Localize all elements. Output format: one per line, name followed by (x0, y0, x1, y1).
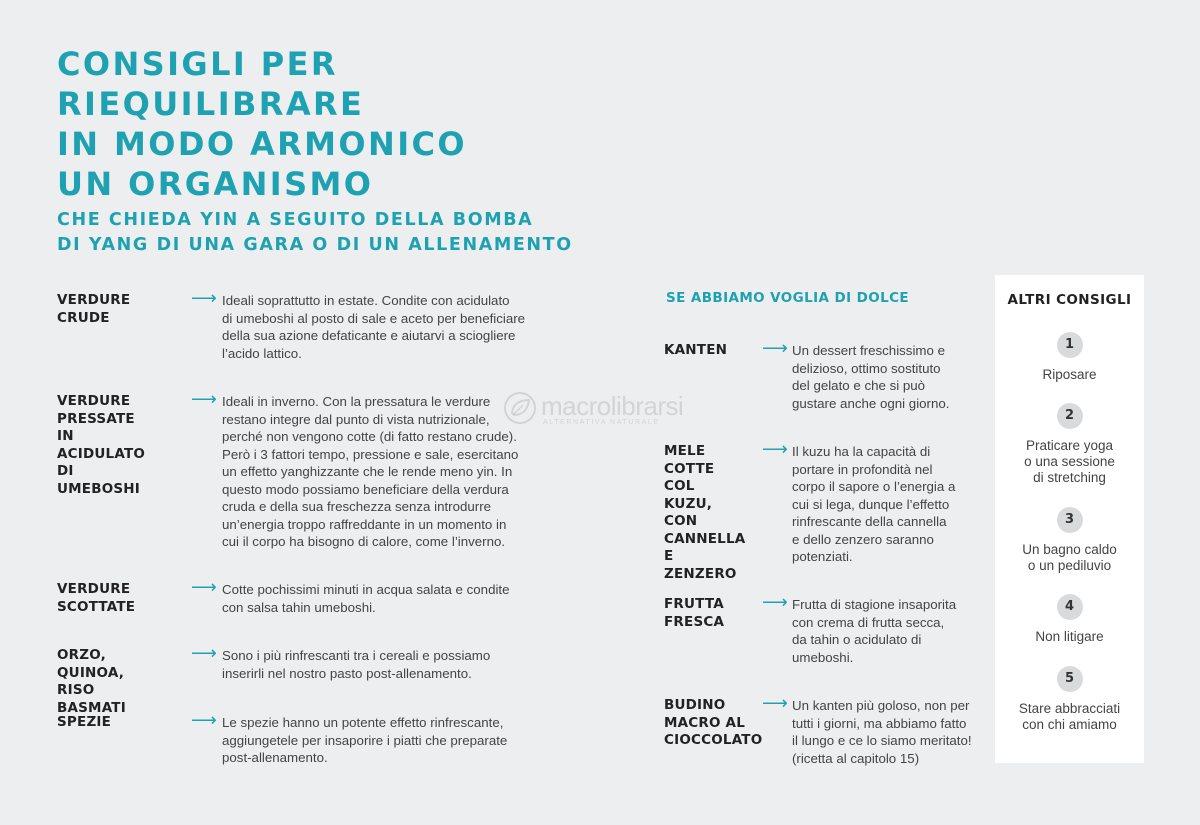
tip-number-badge: 1 (1057, 332, 1083, 358)
term-line: SCOTTATE (57, 598, 136, 615)
item-term (664, 596, 724, 631)
term-line: BUDINO (664, 697, 726, 713)
desc-line: restano integre dal punto di vista nutrizionale, (222, 411, 490, 427)
subtitle-line: CHE CHIEDA YIN A SEGUITO DELLA BOMBA (57, 210, 534, 230)
subtitle-line: DI YANG DI UNA GARA O DI UN ALLENAMENTO (57, 235, 573, 255)
right-arrow-icon: ⟶ (191, 710, 217, 731)
right-arrow-icon: ⟶ (762, 439, 788, 460)
item-description (792, 342, 949, 412)
item-term (57, 393, 145, 498)
tip-line: Non litigare (1035, 629, 1104, 644)
term-line: E ZENZERO (664, 548, 737, 582)
watermark-tagline: ALTERNATIVA NATURALE (543, 419, 660, 426)
desc-line: questo modo possiamo beneficiare della verdura (222, 481, 509, 497)
desc-line: cruda e della sua freschezza senza introdurre (222, 499, 492, 514)
desc-line: un effetto yanghizzante che le rende meno yin. In (222, 464, 513, 479)
desc-line: del gelato e che si può (792, 378, 926, 393)
right-arrow-icon: ⟶ (762, 338, 788, 359)
term-line: CON (664, 513, 698, 529)
desc-line: perché non vengono cotte (di fatto restano crude). (222, 429, 517, 444)
desc-line: gustare anche ogni giorno. (792, 395, 950, 411)
term-line: PRESSATE IN (57, 410, 135, 444)
desc-line: e dello zenzero saranno (792, 531, 934, 547)
desc-line: con crema di frutta secca, (792, 614, 945, 630)
tip-line: Un bagno caldo (1022, 542, 1117, 557)
tip-number-badge: 3 (1057, 507, 1083, 533)
term-line: VERDURE (57, 581, 131, 597)
tip-line: Praticare yoga (1025, 438, 1114, 453)
desc-line: inserirli nel nostro pasto post-allenamento. (222, 665, 472, 681)
desc-line: (ricetta al capitolo 15) (792, 750, 920, 766)
item-term (57, 292, 130, 327)
desc-line: aggiungetele per insaporire i piatti che preparate (222, 732, 508, 748)
other-tips-heading: ALTRI CONSIGLI (1007, 292, 1132, 308)
desc-line: Le spezie hanno un potente effetto rinfrescante, (222, 715, 504, 730)
item-term (664, 342, 727, 360)
term-line: CIOCCOLATO (664, 732, 763, 748)
term-line: VERDURE CRUDE (57, 292, 131, 326)
desc-line: con salsa tahin umeboshi. (222, 599, 376, 615)
desc-line: un’energia troppo raffreddante in un momento in (222, 516, 507, 532)
desc-line: il lungo e ce lo siamo meritato! (792, 733, 972, 748)
tip-number-badge: 4 (1057, 594, 1083, 620)
tip-text (995, 629, 1144, 645)
item-description (222, 393, 518, 551)
tip-item (995, 594, 1144, 645)
term-line: MELE COTTE (664, 443, 715, 477)
item-term (57, 581, 135, 616)
item-description (222, 292, 525, 362)
desc-line: Frutta di stagione insaporita (792, 597, 957, 612)
term-line: KANTEN (664, 342, 728, 358)
item-term (664, 443, 745, 583)
desc-line: Cotte pochissimi minuti in acqua salata e condite (222, 582, 510, 597)
desc-line: di umeboshi al posto di sale e aceto per beneficiare (222, 310, 526, 326)
desc-line: corpo il sapore o l’energia a (792, 479, 956, 494)
title-line: RIEQUILIBRARE (57, 85, 365, 123)
title-line: CONSIGLI PER (57, 45, 338, 83)
tip-text (995, 438, 1144, 486)
desc-line: delizioso, ottimo sostituto (792, 360, 941, 376)
other-tips-panel (995, 275, 1144, 763)
item-description (792, 443, 955, 566)
item-term (664, 697, 762, 750)
tip-text (995, 701, 1144, 733)
term-line: VERDURE (57, 393, 131, 409)
desc-line: della sua azione defaticante e aiutarvi a sciogliere (222, 328, 516, 343)
tip-item (995, 666, 1144, 733)
item-term (57, 714, 111, 732)
right-arrow-icon: ⟶ (762, 592, 788, 613)
leaf-logo-icon (503, 391, 537, 425)
tip-line: Stare abbracciati (1018, 701, 1121, 716)
desc-line: cui si lega, dunque l’effetto (792, 496, 950, 512)
term-line: RISO BASMATI (57, 682, 126, 716)
desc-line: l’acido lattico. (222, 345, 302, 361)
term-line: CANNELLA (664, 530, 746, 547)
desc-line: portare in profondità nel (792, 461, 933, 477)
right-arrow-icon: ⟶ (191, 389, 217, 410)
term-line: ORZO, QUINOA, (57, 647, 125, 681)
tip-line: o una sessione (1024, 454, 1115, 469)
desc-line: Ideali in inverno. Con la pressatura le verdure (222, 394, 491, 409)
item-description (792, 596, 956, 666)
sweet-section-heading: SE ABBIAMO VOGLIA DI DOLCE (666, 290, 910, 306)
term-line: MACRO AL (664, 714, 746, 731)
term-line: ACIDULATO DI (57, 445, 146, 479)
title-line: UN ORGANISMO (57, 165, 374, 203)
tip-number-badge: 5 (1057, 666, 1083, 692)
tip-line: o un pediluvio (1027, 558, 1112, 573)
tip-line: di stretching (1033, 470, 1106, 485)
desc-line: post-allenamento. (222, 750, 328, 765)
term-line: COL KUZU, (664, 478, 713, 512)
item-term (57, 647, 126, 717)
title-line: IN MODO ARMONICO (57, 125, 468, 163)
item-description (792, 697, 972, 767)
desc-line: Ideali soprattutto in estate. Condite con acidulato (222, 293, 510, 308)
item-description (222, 714, 507, 767)
tip-item (995, 332, 1144, 383)
watermark-name: macrolibrarsi (541, 391, 684, 421)
term-line: SPEZIE (57, 714, 112, 730)
item-description (222, 581, 510, 616)
desc-line: umeboshi. (792, 649, 854, 665)
right-arrow-icon: ⟶ (191, 577, 217, 598)
desc-line: da tahin o acidulato di (792, 632, 922, 647)
desc-line: rinfrescante della cannella (792, 514, 947, 529)
right-arrow-icon: ⟶ (191, 288, 217, 309)
term-line: UMEBOSHI (57, 480, 141, 497)
page-subtitle (57, 208, 573, 258)
desc-line: Un kanten più goloso, non per (792, 698, 970, 713)
tip-line: Riposare (1042, 367, 1097, 382)
term-line: FRESCA (664, 613, 725, 630)
tip-text (995, 367, 1144, 383)
desc-line: Sono i più rinfrescanti tra i cereali e possiamo (222, 648, 491, 663)
desc-line: cui il corpo ha bisogno di calore, come l’inverno. (222, 534, 506, 549)
tip-number-badge: 2 (1057, 403, 1083, 429)
right-arrow-icon: ⟶ (191, 643, 217, 664)
term-line: FRUTTA (664, 596, 724, 612)
desc-line: potenziati. (792, 549, 853, 564)
desc-line: Però i 3 fattori tempo, pressione e sale, esercitano (222, 446, 519, 462)
desc-line: Il kuzu ha la capacità di (792, 444, 931, 459)
right-arrow-icon: ⟶ (762, 693, 788, 714)
tip-text (995, 542, 1144, 574)
tip-item (995, 403, 1144, 486)
desc-line: Un dessert freschissimo e (792, 343, 945, 358)
tip-line: con chi amiamo (1022, 717, 1117, 732)
item-description (222, 647, 490, 682)
desc-line: tutti i giorni, ma abbiamo fatto (792, 715, 967, 731)
page-title (57, 44, 467, 204)
tip-item (995, 507, 1144, 574)
